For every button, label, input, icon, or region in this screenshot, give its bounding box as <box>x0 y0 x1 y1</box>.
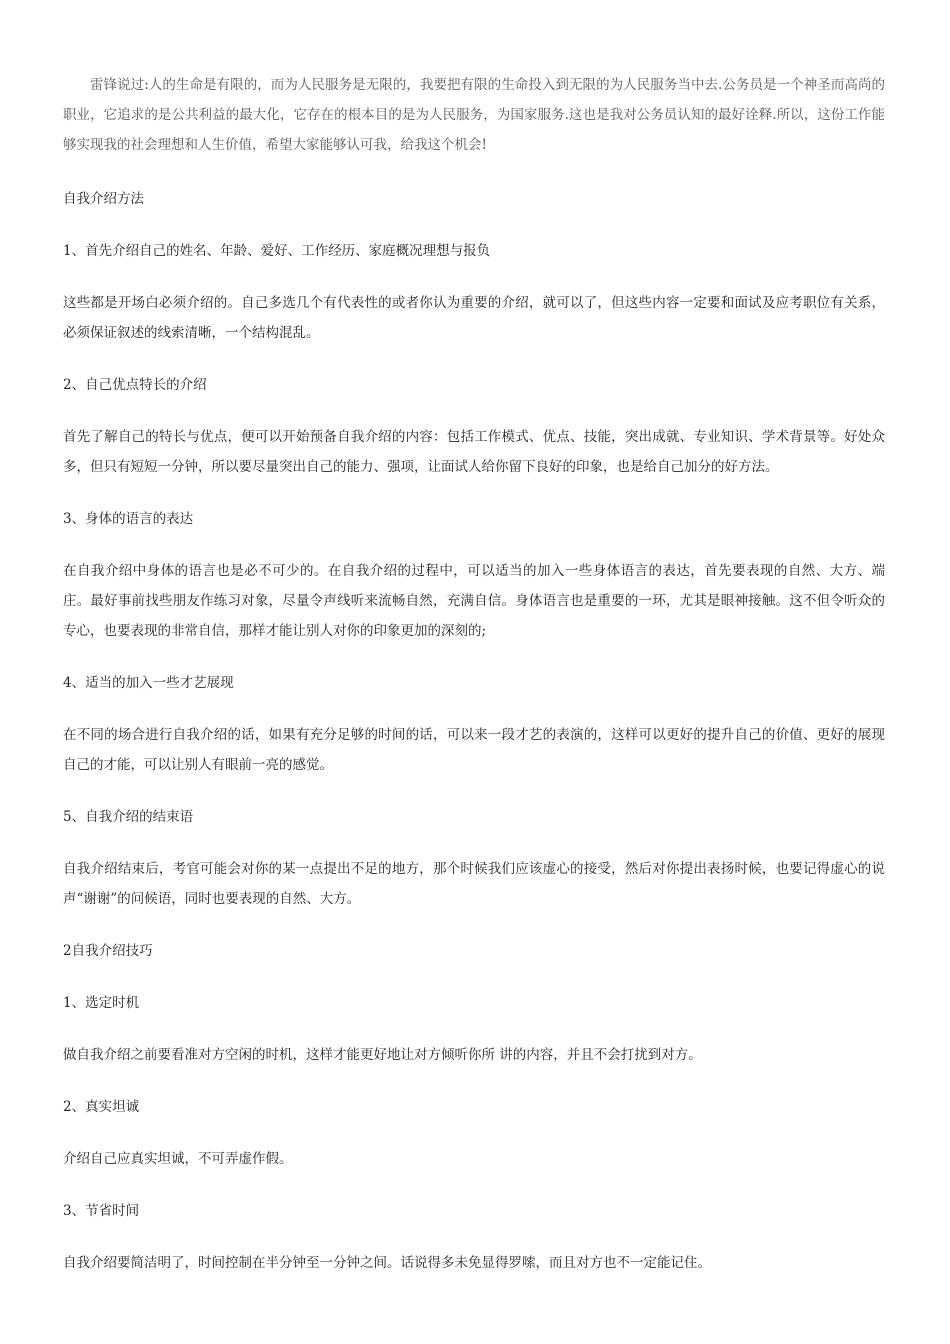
method-2-heading: 2、自己优点特长的介绍 <box>63 377 207 393</box>
tip-2-paragraph: 介绍自己应真实坦诚，不可弄虚作假。 <box>63 1151 293 1167</box>
method-2-paragraph: 首先了解自己的特长与优点，便可以开始预备自我介绍的内容：包括工作模式、优点、技能，突出成就、专业知识、学术背景等。好处众多，但只有短短一分钟，所以要尽量突出自己的能力、强项，让面试人给你留下良好的印象，也是给自己加分的好方法。 <box>63 429 885 475</box>
method-5-paragraph: 自我介绍结束后，考官可能会对你的某一点提出不足的地方，那个时候我们应该虚心的接受，然后对你提出表扬时候，也要记得虚心的说声“谢谢”的问候语，同时也要表现的自然、大方。 <box>63 861 885 907</box>
method-4-paragraph: 在不同的场合进行自我介绍的话，如果有充分足够的时间的话，可以来一段才艺的表演的，这样可以更好的提升自己的价值、更好的展现自己的才能，可以让别人有眼前一亮的感觉。 <box>63 727 885 773</box>
method-3-paragraph: 在自我介绍中身体的语言也是必不可少的。在自我介绍的过程中，可以适当的加入一些身体语言的表达，首先要表现的自然、大方、端庄。最好事前找些朋友作练习对象，尽量令声线听来流畅自然，充满自信。身体语言也是重要的一环，尤其是眼神接触。这不但令听众的专心，也要表现的非常自信，那样才能让别人对你的印象更加的深刻的; <box>63 563 885 639</box>
tip-1-paragraph: 做自我介绍之前要看准对方空闲的时机，这样才能更好地让对方倾听你所 讲的内容，并且不会打扰到对方。 <box>63 1047 702 1063</box>
method-1-paragraph: 这些都是开场白必须介绍的。自己多选几个有代表性的或者你认为重要的介绍，就可以了，但这些内容一定要和面试及应考职位有关系，必须保证叙述的线索清晰，一个结构混乱。 <box>63 295 885 341</box>
tip-2-heading: 2、真实坦诚 <box>63 1099 140 1115</box>
tip-3-heading: 3、节省时间 <box>63 1203 140 1219</box>
tip-1-heading: 1、选定时机 <box>63 995 140 1011</box>
method-3-heading: 3、身体的语言的表达 <box>63 511 194 527</box>
method-5-heading: 5、自我介绍的结束语 <box>63 809 194 825</box>
intro-paragraph: 雷锋说过:人的生命是有限的，而为人民服务是无限的，我要把有限的生命投入到无限的为人民服务当中去.公务员是一个神圣而高尚的职业，它追求的是公共利益的最大化，它存在的根本目的是为人民服务，为国家服务.这也是我对公务员认知的最好诠释.所以，这份工作能够实现我的社会理想和人生价值，希望大家能够认可我，给我这个机会! <box>63 77 885 153</box>
method-1-heading: 1、首先介绍自己的姓名、年龄、爱好、工作经历、家庭概况理想与报负 <box>63 243 491 259</box>
section-heading-tips: 2自我介绍技巧 <box>63 943 153 959</box>
method-4-heading: 4、适当的加入一些才艺展现 <box>63 675 234 691</box>
document-body <box>63 70 885 1300</box>
section-heading-methods: 自我介绍方法 <box>63 191 144 207</box>
tip-3-paragraph: 自我介绍要简洁明了，时间控制在半分钟至一分钟之间。话说得多未免显得罗嗦，而且对方也不一定能记住。 <box>63 1255 711 1271</box>
